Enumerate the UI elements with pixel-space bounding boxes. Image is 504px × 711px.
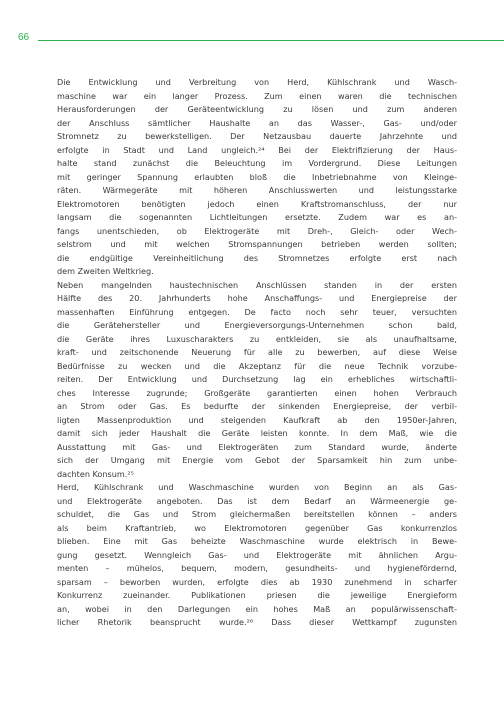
text-line: reiten. Der Entwicklung und Durchsetzung lag ein erhebliches wirtschaftli- [57,374,457,384]
text-line: sich der Umgang mit Energie vom Gebot der Sparsamkeit hin zum unbe- [57,455,457,465]
text-line: selstrom und mit welchen Stromspannungen betrieben werden sollten; [57,239,457,249]
text-line: und Elektrogeräte angeboten. Das ist dem Bedarf an Wärmeenergie ge- [57,495,457,506]
text-line: ches Interesse zugrunde; Großgeräte garantierten einen hohen Verbrauch [57,387,457,398]
text-line: langsam die sogenannten Lichtleitungen ersetzte. Zudem war es an- [57,212,457,222]
text-line: kraft- und zeitschonende Neuerung für alle zu bewerben, auf diese Weise [57,347,457,357]
text-line: dem Zweiten Weltkrieg. [57,266,154,276]
text-line: Stromnetz zu bewerkstelligen. Der Netzausbau dauerte Jahrzehnte und [57,131,457,141]
text-line: die Geräte ihres Luxuscharakters zu entkleiden, sie als unaufhaltsame, [57,333,457,344]
text-line: an Strom oder Gas. Es bedurfte der sinkenden Energiepreise, der verbil- [57,401,457,411]
body-text [57,76,457,630]
text-line: ligten Massenproduktion und steigenden Kaufkraft ab den 1950er-Jahren, [57,414,457,425]
text-line: maschine war ein langer Prozess. Zum einen waren die technischen [57,90,457,101]
text-line: die Gerätehersteller und Energieversorgungs-Unternehmen schon bald, [57,320,457,330]
text-line: an, wobei in den Darlegungen ein hohes Maß an populärwissenschaft- [57,603,457,614]
text-line: Die Entwicklung und Verbreitung von Herd, Kühlschrank und Wasch- [57,77,457,87]
text-line: gung gesetzt. Wenngleich Gas- und Elektrogeräte mit ähnlichen Argu- [57,549,457,560]
text-line: Ausstattung mit Gas- und Elektrogeräten zum Standard wurde, änderte [57,441,457,452]
text-line: sparsam – beworben wurden, erfolgte dies ab 1930 zunehmend in scharfer [57,576,457,587]
text-line: menten – mühelos, bequem, modern, gesundheits- und hygienefördernd, [57,563,457,573]
page-number: 66 [18,32,30,43]
text-line: Neben mangelnden haustechnischen Anschlüssen standen in der ersten [57,279,457,290]
text-line: schuldet, die Gas und Strom gleichermaßen bereitstellen können – anders [57,509,457,519]
text-line: massenhaften Einführung entgegen. De facto noch sehr teuer, versuchten [57,306,457,317]
text-line: die endgültige Vereinheitlichung des Stromnetzes erfolgte erst nach [57,252,457,263]
paragraph-3 [57,481,457,630]
text-line: räten. Wärmegeräte mit höheren Anschlusswerten und leistungsstarke [57,185,457,195]
text-line: Elektromotoren benötigten jedoch einen Kraftstromanschluss, der nur [57,198,457,209]
text-line: der Anschluss sämtlicher Haushalte an das Wasser-, Gas- und/oder [57,117,457,128]
text-line: Herausforderungen der Geräteentwicklung zu lösen und zum anderen [57,104,457,114]
text-line: Konkurrenz zueinander. Publikationen priesen die jeweilige Energieform [57,590,457,600]
text-line: Bedürfnisse zu wecken und die Akzeptanz für die neue Technik vorzube- [57,360,457,371]
text-line: licher Rhetorik beansprucht wurde.²⁶ Dass dieser Wettkampf zugunsten [57,617,457,627]
text-line: dachten Konsum.²⁵ [57,468,134,479]
page-header-rule [38,40,504,41]
text-line: mit geringer Spannung erlaubten bloß die Inbetriebnahme von Kleinge- [57,171,457,182]
text-line: erfolgte in Stadt und Land ungleich.²⁴ Bei der Elektrifizierung der Haus- [57,144,457,155]
text-line: blieben. Eine mit Gas beheizte Waschmaschine wurde elektrisch in Bewe- [57,536,457,546]
paragraph-2 [57,279,457,482]
text-line: fangs unentschieden, ob Elektrogeräte mit Dreh-, Gleich- oder Wech- [57,225,457,236]
text-line: Hälfte des 20. Jahrhunderts hohe Anschaffungs- und Energiepreise der [57,293,457,303]
text-line: Herd, Kühlschrank und Waschmaschine wurden von Beginn an als Gas- [57,482,457,492]
text-line: als beim Kraftantrieb, wo Elektromotoren gegenüber Gas konkurrenzlos [57,522,457,533]
paragraph-1 [57,76,457,279]
text-line: halte stand zunächst die Beleuchtung im Vordergrund. Diese Leitungen [57,158,457,168]
text-line: damit sich jeder Haushalt die Geräte leisten konnte. In dem Maß, wie die [57,428,457,438]
